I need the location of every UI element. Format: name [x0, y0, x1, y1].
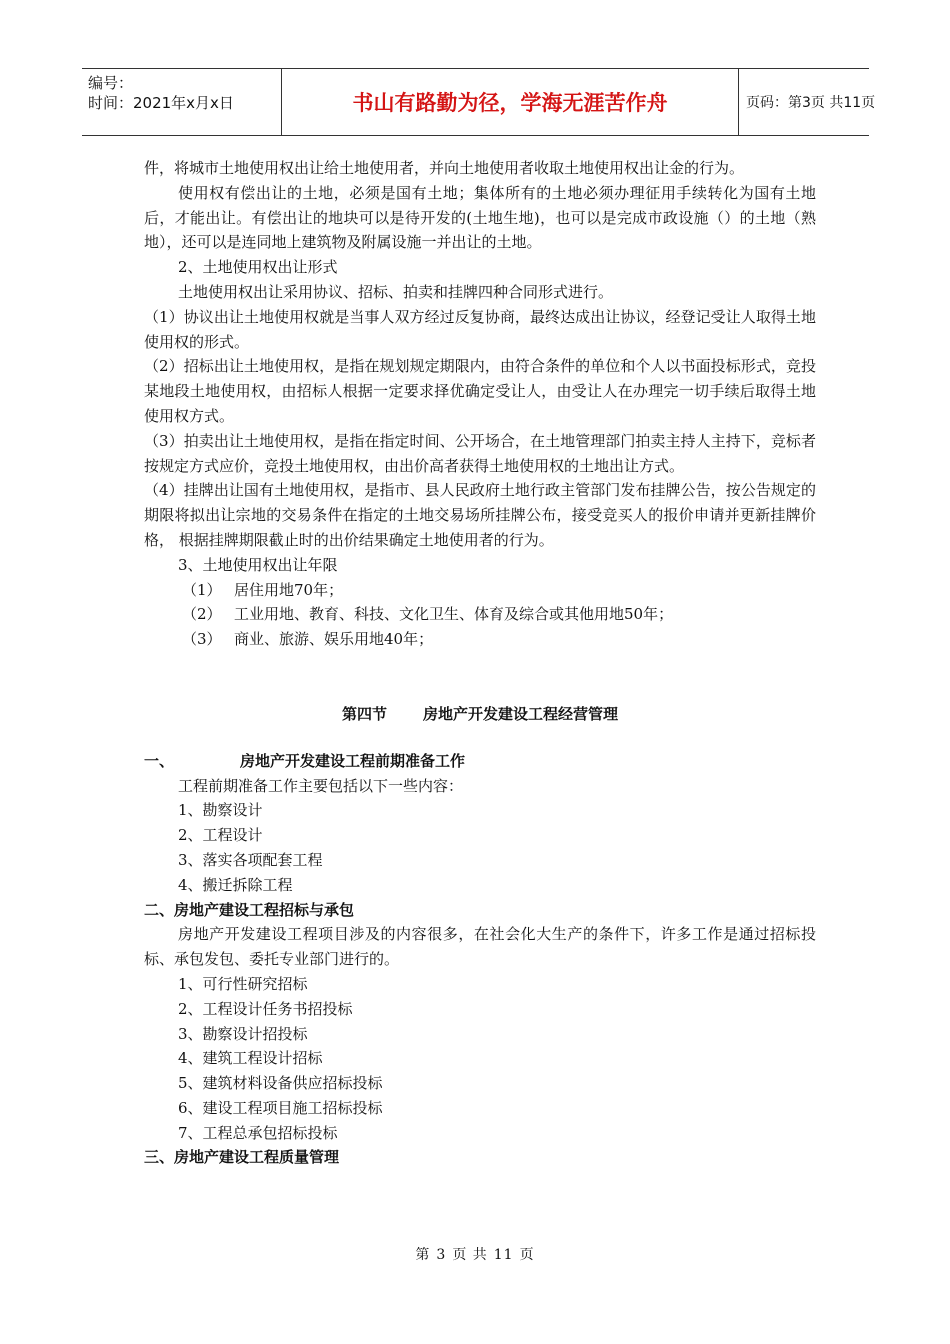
document-body: [144, 156, 816, 1170]
list-item: 2、工程设计: [178, 826, 263, 845]
paragraph: 件，将城市土地使用权出让给土地使用者，并向土地使用者收取土地使用权出让金的行为。: [144, 159, 745, 177]
document-number-label: 编号：: [88, 74, 134, 92]
footer-page-total: 11: [493, 1247, 514, 1263]
list-item: 3、落实各项配套工程: [178, 850, 323, 869]
section-title: 第四节 房地产开发建设工程经营管理: [341, 704, 619, 723]
header-meta: [82, 69, 282, 135]
heading-2: 二、房地产建设工程招标与承包: [144, 900, 355, 919]
paragraph: 工程前期准备工作主要包括以下一些内容：: [178, 776, 464, 795]
list-item: 1、勘察设计: [178, 801, 263, 820]
paragraph: （2）招标出让土地使用权，是指在规划规定期限内，由符合条件的单位和个人以书面投标形式，竞投某地段土地使用权，由招标人根据一定要求择优确定受让人，由受让人在办理完一切手续后取得土地使用权方式。: [144, 357, 816, 425]
footer-page-number: 3: [436, 1247, 447, 1263]
list-item: 5、建筑材料设备供应招标投标: [178, 1074, 383, 1093]
page-footer: 第 3 页 共 11 页: [415, 1247, 535, 1263]
header-motto: 书山有路勤为径，学海无涯苦作舟: [282, 69, 739, 135]
list-item: 3、勘察设计招投标: [178, 1024, 308, 1043]
list-item: 4、建筑工程设计招标: [178, 1049, 323, 1068]
heading-3: 三、房地产建设工程质量管理: [144, 1148, 340, 1167]
list-item: 7、工程总承包招标投标: [178, 1123, 338, 1142]
document-date: 时间：2021年x月x日: [88, 94, 234, 112]
list-item: 1、可行性研究招标: [178, 974, 308, 993]
page-header: [82, 68, 876, 136]
paragraph: 使用权有偿出让的土地，必须是国有土地；集体所有的土地必须办理征用手续转化为国有土地后，才能出让。有偿出让的地块可以是待开发的(土地生地)，也可以是完成市政设施（）的土地（熟地），还可以是连同地上建筑物及附属设施一并出让的土地。: [144, 183, 816, 252]
paragraph: 房地产开发建设工程项目涉及的内容很多，在社会化大生产的条件下，许多工作是通过招标投标、承包发包、委托专业部门进行的。: [144, 925, 816, 969]
list-item: （2） 工业用地、教育、科技、文化卫生、体育及综合或其他用地50年；: [182, 605, 674, 624]
list-item: 4、搬迁拆除工程: [178, 875, 293, 894]
paragraph: 土地使用权出让采用协议、招标、拍卖和挂牌四种合同形式进行。: [178, 282, 614, 301]
paragraph: （1）协议出让土地使用权就是当事人双方经过反复协商，最终达成出让协议，经登记受让人取得土地使用权的形式。: [144, 307, 816, 351]
subheading: 2、土地使用权出让形式: [178, 258, 338, 277]
paragraph: （4）挂牌出让国有土地使用权，是指市、县人民政府土地行政主管部门发布挂牌公告，按公告规定的期限将拟出让宗地的交易条件在指定的土地交易场所挂牌公布，接受竞买人的报价申请并更新挂牌价格， 根据挂牌期限截止时的出价结果确定土地使用者的行为。: [144, 481, 816, 549]
list-item: （1） 居住用地70年；: [182, 580, 344, 599]
paragraph: （3）拍卖出让土地使用权，是指在指定时间、公开场合，在土地管理部门拍卖主持人主持下，竞标者按规定方式应价，竞投土地使用权，由出价高者获得土地使用权的土地出让方式。: [144, 431, 816, 475]
list-item: 2、工程设计任务书招投标: [178, 999, 353, 1018]
list-item: （3） 商业、旅游、娱乐用地40年；: [182, 630, 434, 649]
list-item: 6、建设工程项目施工招标投标: [178, 1098, 383, 1117]
heading-1: 一、 房地产开发建设工程前期准备工作: [144, 751, 466, 770]
header-page-info: 页码：第3页 共11页: [746, 95, 876, 111]
subheading: 3、土地使用权出让年限: [178, 555, 338, 574]
